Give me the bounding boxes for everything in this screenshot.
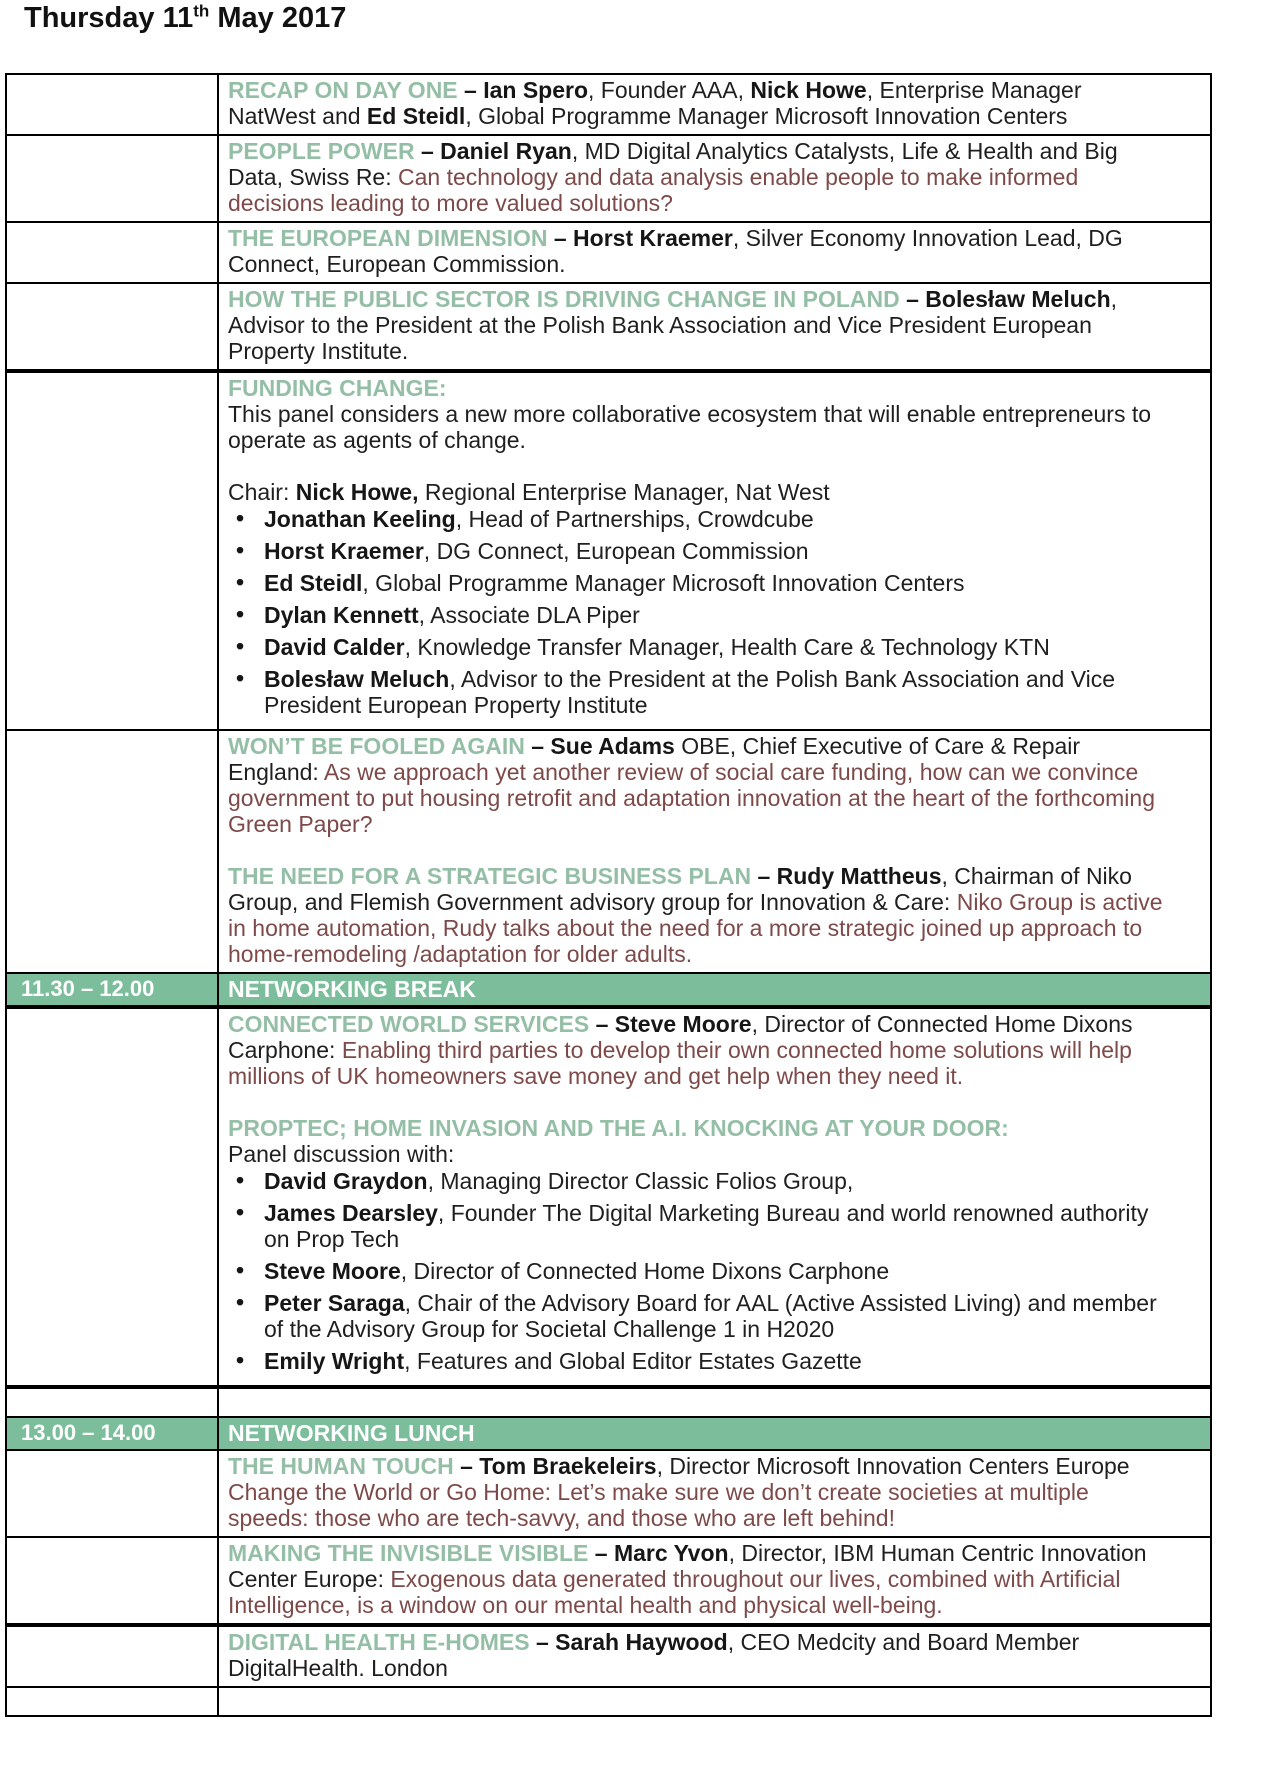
speaker-bullet-item	[228, 570, 1172, 596]
session-paragraph	[228, 138, 1172, 216]
speaker-bullet-item	[228, 1200, 1172, 1252]
session-text: Regional Enterprise Manager, Nat West	[418, 479, 830, 505]
session-cell	[219, 75, 1210, 134]
time-cell	[7, 1389, 219, 1416]
agenda-row	[7, 136, 1210, 223]
agenda-row	[7, 731, 1210, 974]
session-text: , Silver Economy Innovation Lead, DG Connect, European Commission.	[228, 225, 1123, 277]
session-text: , Founder AAA,	[588, 77, 751, 103]
speaker-name: Ed Steidl	[264, 570, 363, 596]
session-description: Change the World or Go Home: Let’s make sure we don’t create societies at multiple speeds: those who are tech-savvy, and those who are left behind!	[228, 1479, 1089, 1531]
speaker-bullet-item	[228, 1348, 1172, 1374]
paragraph-spacer	[228, 1089, 1172, 1115]
time-cell	[7, 373, 219, 729]
session-cell	[219, 1451, 1210, 1536]
session-text: , Director Microsoft Innovation Centers Europe	[656, 1453, 1130, 1479]
session-cell	[219, 136, 1210, 221]
speaker-name: – Sarah Haywood	[535, 1629, 728, 1655]
time-cell	[7, 1627, 219, 1686]
session-paragraph	[228, 733, 1172, 837]
session-paragraph	[228, 1453, 1172, 1531]
session-text: , Chairman of Niko Group, and Flemish Government advisory group for Innovation & Care:	[228, 863, 1132, 915]
session-title: FUNDING CHANGE:	[228, 375, 447, 401]
session-text: , Advisor to the President at the Polish Bank Association and Vice President European Property Institute.	[228, 286, 1118, 364]
session-text: , Knowledge Transfer Manager, Health Care & Technology KTN	[404, 634, 1050, 660]
session-title: WON’T BE FOOLED AGAIN	[228, 733, 532, 759]
page-title	[24, 2, 1268, 35]
speaker-name: Jonathan Keeling	[264, 506, 456, 532]
speaker-name: David Calder	[264, 634, 405, 660]
banner-label: NETWORKING BREAK	[228, 976, 476, 1002]
session-description: Can technology and data analysis enable people to make informed decisions leading to more valued solutions?	[228, 164, 1079, 216]
speaker-name: – Tom Braekeleirs	[460, 1453, 657, 1479]
time-cell	[7, 1688, 219, 1715]
session-text: This panel considers a new more collaborative ecosystem that will enable entrepreneurs to operate as agents of change.	[228, 401, 1152, 453]
session-cell	[219, 731, 1210, 972]
session-paragraph	[228, 225, 1172, 277]
session-cell	[219, 223, 1210, 282]
speaker-name: – Marc Yvon	[594, 1540, 729, 1566]
speaker-bullet-item	[228, 666, 1172, 718]
time-cell	[7, 75, 219, 134]
speaker-name: Emily Wright	[264, 1348, 405, 1374]
session-cell	[219, 1389, 1210, 1416]
speaker-name: David Graydon	[264, 1168, 428, 1194]
speaker-bullet-list	[228, 506, 1172, 718]
speaker-name: – Rudy Mattheus	[757, 863, 942, 889]
agenda-row	[7, 1009, 1210, 1389]
agenda-row	[7, 1627, 1210, 1688]
session-cell	[219, 1009, 1210, 1385]
speaker-bullet-item	[228, 602, 1172, 628]
agenda-row	[7, 284, 1210, 373]
time-cell	[7, 1451, 219, 1536]
session-paragraph	[228, 1141, 1172, 1167]
session-description: Exogenous data generated throughout our lives, combined with Artificial Intelligence, is a window on our mental health and physical well-being.	[228, 1566, 1121, 1618]
speaker-name: Horst Kraemer	[264, 538, 424, 564]
session-title: HOW THE PUBLIC SECTOR IS DRIVING CHANGE IN POLAND	[228, 286, 907, 312]
speaker-name: Steve Moore	[264, 1258, 401, 1284]
agenda-row	[7, 75, 1210, 136]
session-text: , Advisor to the President at the Polish Bank Association and Vice President European Property Institute	[264, 666, 1116, 718]
session-paragraph	[228, 375, 1172, 401]
session-text: , Global Programme Manager Microsoft Innovation Centers	[465, 103, 1068, 129]
speaker-bullet-item	[228, 634, 1172, 660]
session-paragraph	[228, 286, 1172, 364]
speaker-bullet-item	[228, 1258, 1172, 1284]
speaker-bullet-list	[228, 1168, 1172, 1374]
agenda-row	[7, 1688, 1210, 1715]
agenda-row	[7, 1538, 1210, 1627]
session-text: , DG Connect, European Commission	[423, 538, 809, 564]
agenda-row	[7, 1389, 1210, 1418]
banner-label: NETWORKING LUNCH	[228, 1420, 475, 1446]
session-description: Enabling third parties to develop their own connected home solutions will help millions of UK homeowners save money and get help when they need it.	[228, 1037, 1132, 1089]
session-paragraph	[228, 401, 1172, 453]
session-title: MAKING THE INVISIBLE VISIBLE	[228, 1540, 595, 1566]
session-cell	[219, 373, 1210, 729]
session-title: PROPTEC; HOME INVASION AND THE A.I. KNOCKING AT YOUR DOOR:	[228, 1115, 1009, 1141]
session-paragraph	[228, 1540, 1172, 1618]
speaker-name: James Dearsley	[264, 1200, 438, 1226]
session-paragraph	[228, 1115, 1172, 1141]
speaker-name: – Steve Moore	[595, 1011, 752, 1037]
speaker-name: – Bolesław Meluch	[906, 286, 1111, 312]
session-cell	[219, 1538, 1210, 1623]
session-description: As we approach yet another review of social care funding, how can we convince government to put housing retrofit and adaptation innovation at the heart of the forthcoming Green Paper?	[228, 759, 1155, 837]
time-label: 11.30 – 12.00	[21, 976, 155, 1001]
speaker-name: – Daniel Ryan	[420, 138, 572, 164]
paragraph-spacer	[228, 453, 1172, 479]
agenda-row	[7, 1418, 1210, 1451]
time-cell	[7, 1009, 219, 1385]
speaker-name: Nick Howe	[750, 77, 867, 103]
time-cell	[7, 1418, 219, 1449]
speaker-name: Ed Steidl	[366, 103, 466, 129]
time-cell	[7, 223, 219, 282]
time-label: 13.00 – 14.00	[21, 1420, 156, 1445]
session-paragraph	[228, 1011, 1172, 1089]
page-title-text: Thursday 11	[24, 2, 194, 34]
time-cell	[7, 284, 219, 369]
session-text: , Director of Connected Home Dixons Carphone:	[228, 1011, 1133, 1063]
banner-cell	[219, 1418, 1210, 1449]
session-text: , Managing Director Classic Folios Group,	[427, 1168, 854, 1194]
session-paragraph	[228, 479, 1172, 505]
session-title: DIGITAL HEALTH E-HOMES	[228, 1629, 536, 1655]
session-description: Niko Group is active in home automation, Rudy talks about the need for a more strategic joined up approach to home-remodeling /adaptation for older adults.	[228, 889, 1163, 967]
session-paragraph	[228, 863, 1172, 967]
session-title: CONNECTED WORLD SERVICES	[228, 1011, 596, 1037]
speaker-name: – Horst Kraemer	[553, 225, 733, 251]
session-text: , Founder The Digital Marketing Bureau and world renowned authority on Prop Tech	[264, 1200, 1149, 1252]
speaker-bullet-item	[228, 1168, 1172, 1194]
speaker-bullet-item	[228, 538, 1172, 564]
session-text: , Enterprise Manager NatWest and	[228, 77, 1082, 129]
session-text: , Director of Connected Home Dixons Carphone	[400, 1258, 890, 1284]
session-cell	[219, 1627, 1210, 1686]
session-text: , MD Digital Analytics Catalysts, Life & Health and Big Data, Swiss Re:	[228, 138, 1118, 190]
session-text: , Global Programme Manager Microsoft Innovation Centers	[362, 570, 965, 596]
session-title: THE NEED FOR A STRATEGIC BUSINESS PLAN	[228, 863, 758, 889]
page-title-date: May 2017	[209, 2, 347, 34]
session-text: OBE, Chief Executive of Care & Repair England:	[228, 733, 1081, 785]
paragraph-spacer	[228, 837, 1172, 863]
session-text: , CEO Medcity and Board Member DigitalHealth. London	[228, 1629, 1080, 1681]
session-text: Panel discussion with:	[228, 1141, 455, 1167]
banner-cell	[219, 974, 1210, 1005]
speaker-name: Nick Howe,	[295, 479, 419, 505]
session-text: , Director, IBM Human Centric Innovation Center Europe:	[228, 1540, 1147, 1592]
session-title: PEOPLE POWER	[228, 138, 421, 164]
time-cell	[7, 974, 219, 1005]
session-text: , Associate DLA Piper	[418, 602, 640, 628]
session-title: THE EUROPEAN DIMENSION	[228, 225, 554, 251]
agenda-row	[7, 1451, 1210, 1538]
time-cell	[7, 731, 219, 972]
session-text: Chair:	[228, 479, 296, 505]
session-text: , Features and Global Editor Estates Gazette	[404, 1348, 862, 1374]
speaker-name: – Ian Spero	[464, 77, 589, 103]
session-cell	[219, 284, 1210, 369]
agenda-table	[5, 73, 1212, 1717]
page-title-superscript: th	[193, 1, 210, 21]
session-title: THE HUMAN TOUCH	[228, 1453, 461, 1479]
speaker-bullet-item	[228, 1290, 1172, 1342]
speaker-name: Bolesław Meluch	[264, 666, 450, 692]
speaker-name: Peter Saraga	[264, 1290, 405, 1316]
agenda-row	[7, 974, 1210, 1009]
session-paragraph	[228, 1629, 1172, 1681]
speaker-name: Dylan Kennett	[264, 602, 419, 628]
session-title: RECAP ON DAY ONE	[228, 77, 465, 103]
time-cell	[7, 1538, 219, 1623]
agenda-row	[7, 223, 1210, 284]
speaker-bullet-item	[228, 506, 1172, 532]
session-text: , Head of Partnerships, Crowdcube	[455, 506, 814, 532]
session-paragraph	[228, 77, 1172, 129]
session-cell	[219, 1688, 1210, 1715]
session-text: , Chair of the Advisory Board for AAL (Active Assisted Living) and member of the Advisory Group for Societal Challenge 1 in H2020	[264, 1290, 1157, 1342]
time-cell	[7, 136, 219, 221]
speaker-name: – Sue Adams	[531, 733, 675, 759]
agenda-row	[7, 373, 1210, 731]
